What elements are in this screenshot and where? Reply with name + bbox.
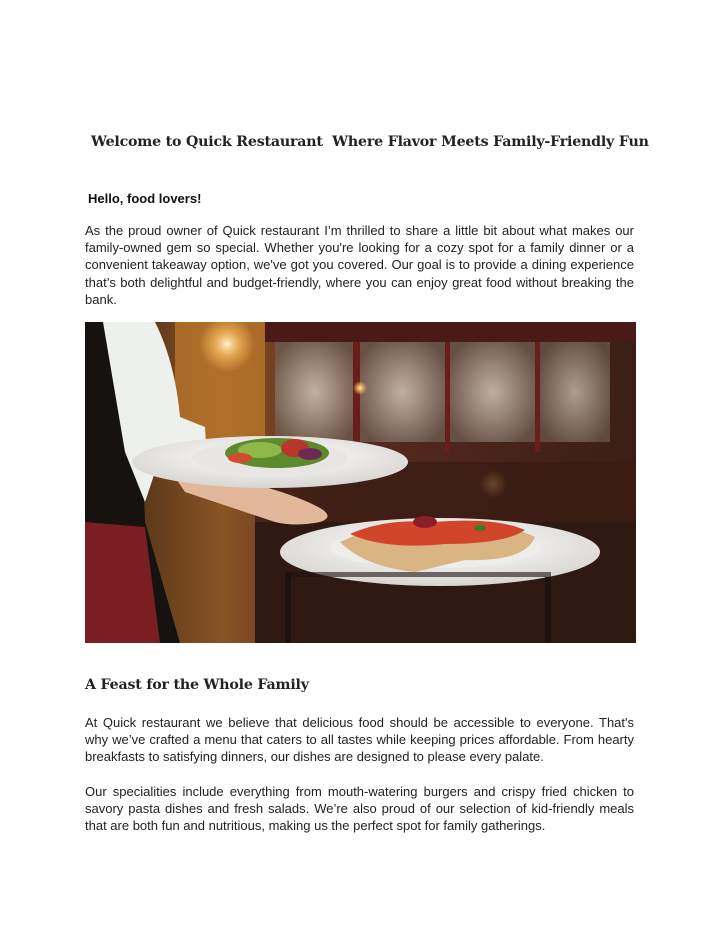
greeting-heading: Hello, food lovers! [88,191,202,206]
page-title: Welcome to Quick Restaurant Where Flavor Meets Family-Friendly Fun [91,134,649,150]
section-paragraph-1: At Quick restaurant we believe that delicious food should be accessible to everyone. That's why we’ve crafted a menu that caters to all tastes while keeping prices affordable. From hearty breakfasts to satisfying dinners, our dishes are designed to please every palate. [85,715,634,765]
section-paragraph-2: Our specialities include everything from mouth-watering burgers and crispy fried chicken to savory pasta dishes and fresh salads. We’re also proud of our selection of kid-friendly meals that are both fun and nutritious, making us the perfect spot for family gatherings. [85,784,634,834]
intro-paragraph: As the proud owner of Quick restaurant I’m thrilled to share a little bit about what makes our family-owned gem so special. Whether you're looking for a cozy spot for a family dinner or a convenient takeaway option, we've got you covered. Our goal is to provide a dining experience that’s both delightful and budget-friendly, where you can enjoy great food without breaking the bank. [85,223,634,307]
section-heading: A Feast for the Whole Family [85,677,309,693]
waiter-serving-plates-photo [85,322,636,643]
